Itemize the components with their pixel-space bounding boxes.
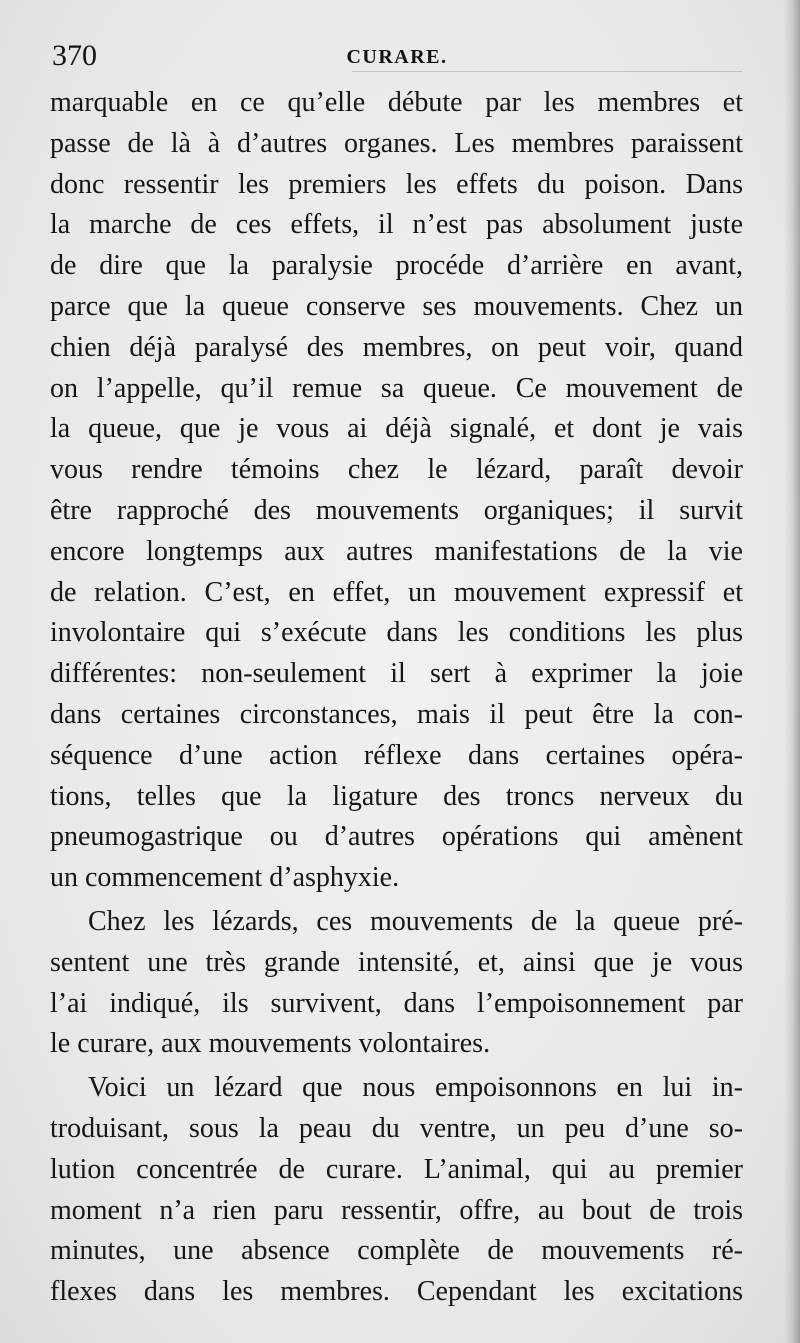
text-line: le curare, aux mouvements volontaires. [50,1028,491,1060]
text-line: séquence d’une action réflexe dans certaines opéra- [50,739,743,771]
text-line: un commencement d’asphyxie. [50,862,400,894]
text-line: l’ai indiqué, ils survivent, dans l’empoisonnement par [50,987,743,1019]
text-line: parce que la queue conserve ses mouvements. Chez un [50,290,743,322]
text-line: pneumogastrique ou d’autres opérations qui amènent [50,821,743,853]
text-line: on l’appelle, qu’il remue sa queue. Ce mouvement de [50,372,743,404]
text-line: différentes: non-seulement il sert à exprimer la joie [50,658,743,690]
text-line: donc ressentir les premiers les effets du poison. Dans [50,168,743,200]
paragraph-start-line: Voici un lézard que nous empoisonnons en lui in- [88,1072,743,1104]
running-head [52,38,742,74]
text-line: encore longtemps aux autres manifestations de la vie [50,535,743,567]
spine-shadow [784,0,800,1343]
text-line: flexes dans les membres. Cependant les excitations [50,1276,743,1308]
text-line: chien déjà paralysé des membres, on peut voir, quand [50,331,743,363]
text-line: moment n’a rien paru ressentir, offre, au bout de trois [50,1194,743,1226]
text-line: de relation. C’est, en effet, un mouvement expressif et [50,576,743,608]
text-line: minutes, une absence complète de mouvements ré- [50,1235,743,1267]
text-line: marquable en ce qu’elle débute par les membres et [50,87,743,118]
text-line: sentent une très grande intensité, et, ainsi que je vous [50,946,743,978]
text-line: lution concentrée de curare. L’animal, qui au premier [50,1153,743,1185]
running-title: CURARE. [346,46,448,68]
page-number: 370 [52,39,97,72]
text-line: involontaire qui s’exécute dans les conditions les plus [50,617,743,649]
text-line: passe de là à d’autres organes. Les membres paraissent [50,127,743,159]
text-line: troduisant, sous la peau du ventre, un peu d’une so- [50,1112,743,1144]
header-rule [352,71,742,72]
text-line: tions, telles que la ligature des troncs nerveux du [50,780,743,812]
text-line: dans certaines circonstances, mais il peut être la con- [50,698,743,730]
text-line: être rapproché des mouvements organiques; il survit [50,494,743,526]
text-line: vous rendre témoins chez le lézard, paraît devoir [50,454,743,486]
text-line: de dire que la paralysie procéde d’arrière en avant, [50,250,743,282]
text-line: la queue, que je vous ai déjà signalé, et dont je vais [50,413,743,445]
paragraph-start-line: Chez les lézards, ces mouvements de la queue pré- [88,905,743,937]
text-line: la marche de ces effets, il n’est pas absolument juste [50,209,743,241]
body-text [50,83,743,1313]
